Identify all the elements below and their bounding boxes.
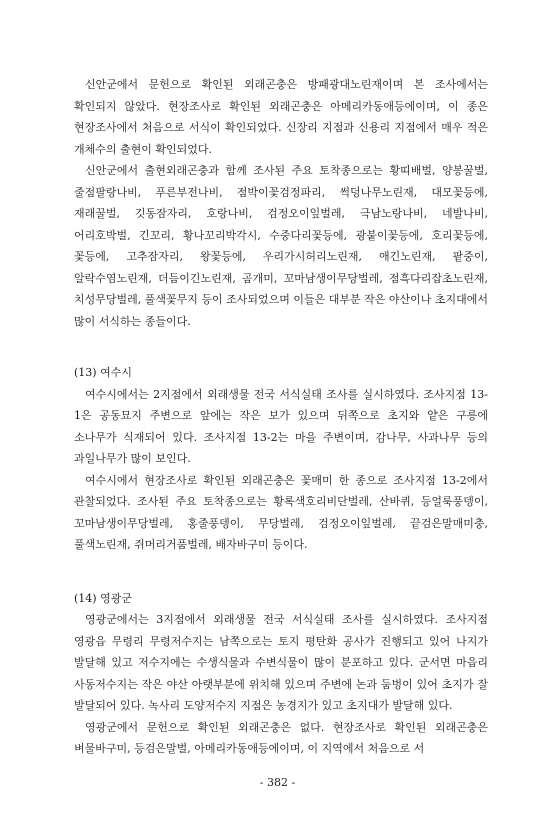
section-heading: (13) 여수시 (74, 366, 132, 379)
body-paragraph: 영광군에서 문헌으로 확인된 외래곤충은 없다. 현장조사로 확인된 외래곤충은 벼물바구미, 등검은말벌, 아메리카동애등에이며, 이 지역에서 처음으로 서 (74, 720, 488, 755)
body-paragraph: 여수시에서 현장조사로 확인된 외래곤충은 꽃매미 한 종으로 조사지점 13-2에서 관찰되었다. 조사된 주요 토착종으로는 황록색호리비단벌레, 산바퀴, 등얼룩풍뎅이, 꼬마남생이무당벌레, 홍줄풍뎅이, 무당벌레, 검정오이잎벌레, 끝검은말매미충, 풀색노린재, 쥐머리거품벌레, 배자바구미 등이다. (74, 473, 488, 551)
body-paragraph: 신안군에서 출현외래곤충과 함께 조사된 주요 토착종으로는 황띠배벌, 양봉꿀벌, 줄점팔랑나비, 푸른부전나비, 점박이꽃검정파리, 썩덩나무노린재, 대모꽃등에, 재래꿀벌, 깃동잠자리, 호랑나비, 검정오이잎벌레, 극남노랑나비, 네발나비, 어리호박벌, 긴꼬리, 황나꼬리박각시, 수중다리꽃등에, 광붙이꽃등에, 호리꽃등에, 꽃등에, 고추잠자리, 왕꽃등에, 우리가시허리노린재, 애긴노린재, 팥중이, 알락수염노린재, 더듬이긴노린재, 곰개미, 꼬마남생이무당벌레, 점흑다리잡초노린재, 치성무당벌레, 풀색꽃무지 등이 조사되었으며 이들은 대부분 작은 야산이나 초지대에서 많이 서식하는 종들이다. (74, 164, 489, 328)
body-paragraph: 여수시에서는 2지점에서 외래생물 전국 서식실태 조사를 실시하였다. 조사지점 13-1은 공동묘지 주변으로 앞에는 작은 보가 있으며 뒤쪽으로 초지와 얕은 구릉에 소나무가 식재되어 있다. 조사지점 13-2는 마을 주변이며, 감나무, 사과나무 등의 과일나무가 많이 보인다. (74, 387, 488, 465)
body-paragraph: 영광군에서는 3지점에서 외래생물 전국 서식실태 조사를 실시하였다. 조사지점 영광읍 무령리 무령저수지는 남쪽으로는 토지 평탄화 공사가 진행되고 있어 나지가 발달해 있고 저수지에는 수생식물과 수변식물이 많이 분포하고 있다. 군서면 마읍리 사동저수지는 작은 야산 아랫부분에 위치해 있으며 주변에 논과 둠벙이 있어 초지가 잘 발달되어 있다. 녹사리 도양저수지 지점은 농경지가 있고 초지대가 발달해 있다. (74, 613, 488, 712)
section-heading: (14) 영광군 (74, 591, 132, 605)
document-body (74, 74, 488, 760)
body-paragraph: 신안군에서 문헌으로 확인된 외래곤충은 방패광대노린재이며 본 조사에서는 확인되지 않았다. 현장조사로 확인된 외래곤충은 아메리카동애등에이며, 이 종은 현장조사에서 처음으로 서식이 확인되었다. 신장리 지점과 신용리 지점에서 매우 적은 개체수의 출현이 확인되었다. (74, 78, 488, 156)
page-number: - 382 - (259, 776, 296, 789)
